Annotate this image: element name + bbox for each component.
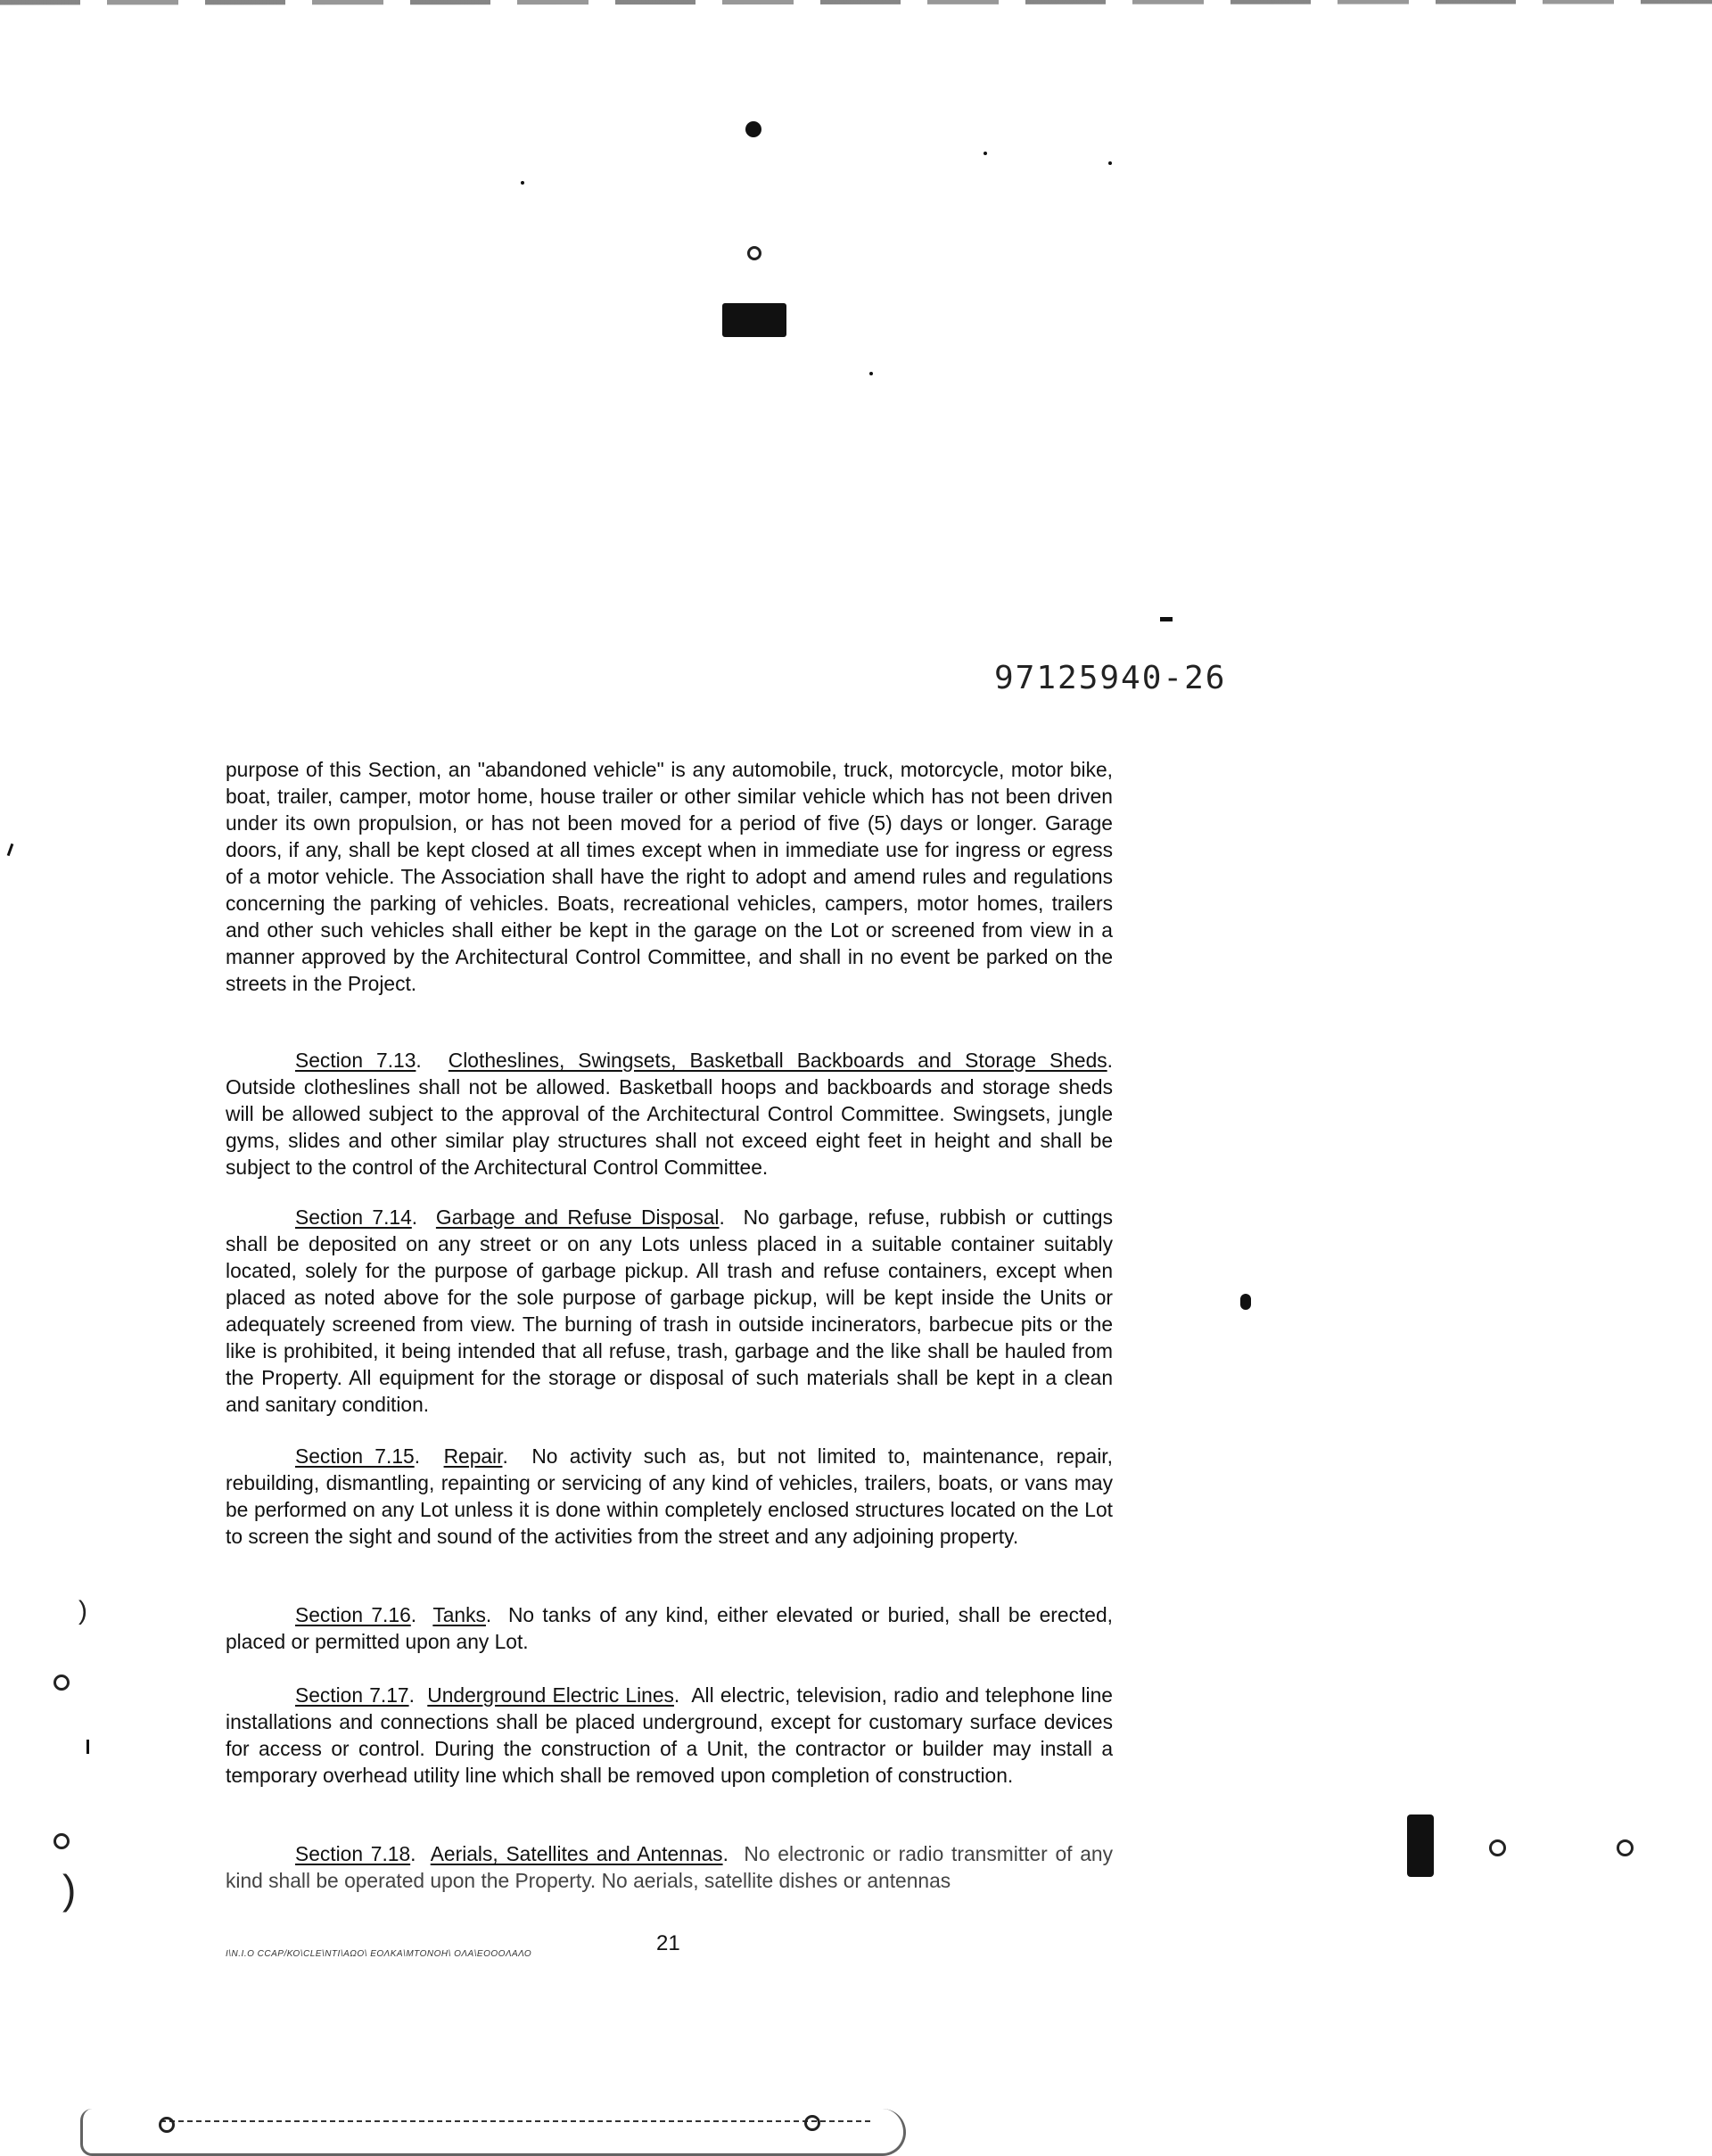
scan-speck — [804, 2115, 820, 2131]
scan-top-edge-artifact — [0, 0, 1712, 20]
section-body: Outside clotheslines shall not be allowed. Basketball hoops and backboards and storage sheds will be allowed subject to the approval of the Architectural Control Committee. Swingsets, jungle gyms, slides and other similar play structures shall not exceed eight feet in height and shall be subject to the control of the Architectural Control Committee. — [226, 1075, 1113, 1179]
section-body: No garbage, refuse, rubbish or cuttings shall be deposited on any street or on any Lots unless placed in a suitable container suitably located, solely for the purpose of garbage pickup. All trash and refuse containers, except when placed as noted above for the sole purpose of garbage pickup, will be kept inside the Units or adequately screened from view. The burning of trash in outside incinerators, barbecue pits or the like is prohibited, it being intended that all refuse, trash, garbage and the like shall be hauled from the Property. All equipment for the storage or disposal of such materials shall be kept in a clean and sanitary condition. — [226, 1206, 1113, 1416]
scan-speck — [745, 121, 761, 137]
scan-speck — [54, 1675, 70, 1691]
scan-speck — [1489, 1839, 1506, 1856]
scan-speck — [54, 1833, 70, 1849]
scan-speck — [7, 843, 14, 856]
scan-bottom-edge-artifact — [80, 2109, 906, 2156]
intro-paragraph — [226, 756, 1113, 997]
section-7-14: Section 7.14. Garbage and Refuse Disposal. No garbage, refuse, rubbish or cuttings shall be deposited on any street or on any Lots unless placed in a suitable container suitably located, solely for the purpose of garbage pickup. All trash and refuse containers, except when placed as noted above for the sole purpose of garbage pickup, will be kept inside the Units or adequately screened from view. The burning of trash in outside incinerators, barbecue pits or the like is prohibited, it being intended that all refuse, trash, garbage and the like shall be hauled from the Property. All equipment for the storage or disposal of such materials shall be kept in a clean and sanitary condition. — [226, 1206, 1113, 1416]
scan-blot — [1240, 1294, 1251, 1310]
scan-speck — [747, 246, 761, 260]
section-title: Repair — [443, 1444, 503, 1468]
scan-speck — [1108, 161, 1112, 165]
section-7-17: Section 7.17. Underground Electric Lines. All electric, television, radio and telephone line installations and connections shall be placed underground, except for customary surface devices for access or control. During the construction of a Unit, the contractor or builder may install a temporary overhead utility line which shall be removed upon completion of construction. — [226, 1683, 1113, 1787]
section-title: Tanks — [432, 1603, 486, 1626]
paragraph-text: purpose of this Section, an "abandoned vehicle" is any automobile, truck, motorcycle, motor bike, boat, trailer, camper, motor home, house trailer or other similar vehicle which has not been driven under its own propulsion, or has not been moved for a period of five (5) days or longer. Garage doors, if any, shall be kept closed at all times except when in immediate use for ingress or egress of a motor vehicle. The Association shall have the right to adopt and amend rules and regulations concerning the parking of vehicles. Boats, recreational vehicles, campers, motor homes, trailers and other such vehicles shall either be kept in the garage on the Lot or screened from view in a manner approved by the Architectural Control Committee, and shall in no event be parked on the streets in the Project. — [226, 758, 1113, 995]
scan-speck — [1160, 617, 1173, 621]
section-body: No electronic or radio transmitter of any kind shall be operated upon the Property. No aerials, satellite dishes or antennas — [226, 1842, 1113, 1892]
scan-speck — [159, 2117, 175, 2133]
section-body: No activity such as, but not limited to, maintenance, repair, rebuilding, dismantling, repainting or servicing of any kind of vehicles, trailers, boats, or vans may be performed on any Lot unless it is done within completely enclosed structures located on the Lot to screen the sight and sound of the activities from the street and any adjoining property. — [226, 1444, 1113, 1548]
section-number: Section 7.18 — [295, 1842, 411, 1865]
scan-speck — [984, 152, 987, 155]
section-7-16: Section 7.16. Tanks. No tanks of any kind, either elevated or buried, shall be erected, placed or permitted upon any Lot. — [226, 1603, 1113, 1653]
scan-mark: ) — [78, 1596, 87, 1625]
section-body: All electric, television, radio and telephone line installations and connections shall be placed underground, except for customary surface devices for access or control. During the construction of a Unit, the contractor or builder may install a temporary overhead utility line which shall be removed upon completion of construction. — [226, 1683, 1113, 1787]
section-number: Section 7.13 — [295, 1049, 416, 1072]
footer-file-code: Ι\Ν.Ι.Ο CCΑΡ/ΚΟ\CLΕ\ΝΤΙ\ΑΩΟ\ ΕΟΛΚΑ\ΜΤΟΝΟΗ\ ΟΛΑ\ΕΟΟΟΛΑΛΟ — [226, 1949, 532, 1959]
section-number: Section 7.16 — [295, 1603, 411, 1626]
section-number: Section 7.17 — [295, 1683, 409, 1707]
section-title: Underground Electric Lines — [427, 1683, 674, 1707]
section-number: Section 7.15 — [295, 1444, 415, 1468]
page-number: 21 — [656, 1931, 680, 1955]
scan-speck — [86, 1740, 89, 1754]
section-7-18: Section 7.18. Aerials, Satellites and Antennas. No electronic or radio transmitter of any kind shall be operated upon the Property. No aerials, satellite dishes or antennas — [226, 1842, 1113, 1892]
section-7-15: Section 7.15. Repair. No activity such as, but not limited to, maintenance, repair, rebuilding, dismantling, repainting or servicing of any kind of vehicles, trailers, boats, or vans may be performed on any Lot unless it is done within completely enclosed structures located on the Lot to screen the sight and sound of the activities from the street and any adjoining property. — [226, 1444, 1113, 1548]
section-number: Section 7.14 — [295, 1206, 412, 1229]
section-title: Garbage and Refuse Disposal — [435, 1206, 720, 1229]
scan-speck — [1617, 1839, 1634, 1856]
section-7-13: Section 7.13. Clotheslines, Swingsets, Basketball Backboards and Storage Sheds. Outside clotheslines shall not be allowed. Basketball hoops and backboards and storage sheds will be allowed subject to the approval of the Architectural Control Committee. Swingsets, jungle gyms, slides and other similar play structures shall not exceed eight feet in height and shall be subject to the control of the Architectural Control Committee. — [226, 1049, 1113, 1179]
section-body: No tanks of any kind, either elevated or buried, shall be erected, placed or permitted upon any Lot. — [226, 1603, 1113, 1653]
section-title: Clotheslines, Swingsets, Basketball Backboards and Storage Sheds — [448, 1049, 1107, 1072]
recording-number-stamp: 97125940-26 — [994, 660, 1227, 696]
scan-blot — [722, 303, 786, 337]
scan-speck — [521, 181, 524, 185]
scan-blot — [1407, 1814, 1434, 1877]
scan-speck — [869, 372, 873, 375]
section-title: Aerials, Satellites and Antennas — [430, 1842, 723, 1865]
scan-mark: ) — [62, 1866, 77, 1913]
